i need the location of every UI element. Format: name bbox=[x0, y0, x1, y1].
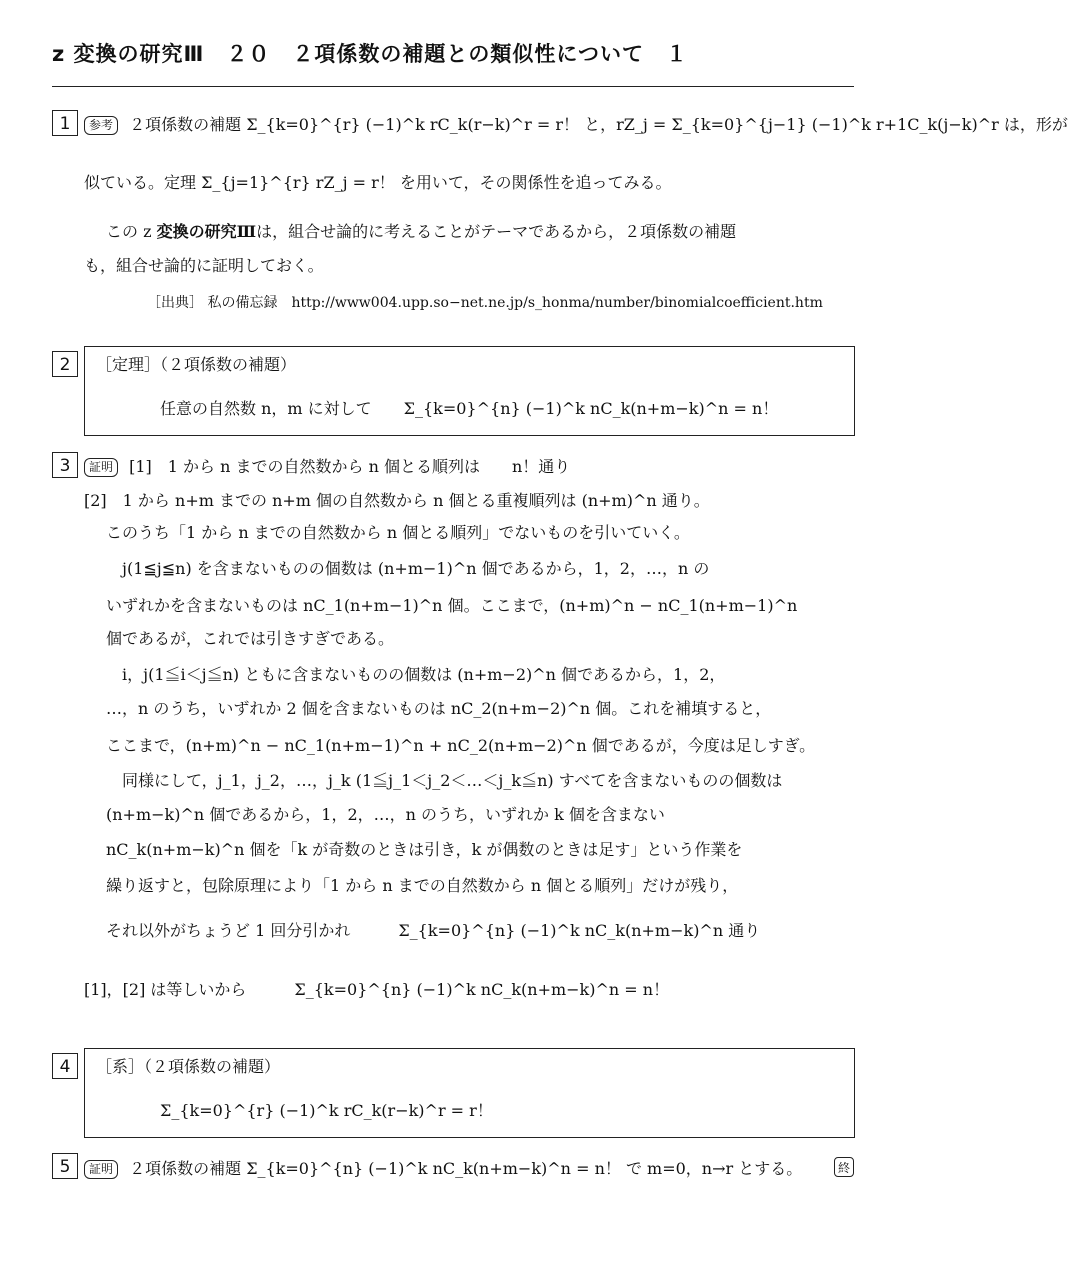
proof-l2: [2] 1 から n+m までの n+m 個の自然数から n 個とる重複順列は (n+m)^n 通り。 bbox=[84, 491, 710, 510]
proof-l7: i，j(1≦i＜j≦n) ともに含まないものの個数は (n+m−2)^n 個であるから，1，2， bbox=[122, 665, 726, 684]
sec1-line3-a: この z bbox=[106, 222, 157, 241]
proof-l14: それ以外がちょうど 1 回分引かれ Σ_{k=0}^{n} (−1)^k nC_k(n+m−k)^n 通り bbox=[106, 921, 761, 940]
proof-l11: (n+m−k)^n 個であるから，1，2，…，n のうち，いずれか k 個を含まない bbox=[106, 805, 665, 824]
sec1-line3 bbox=[106, 219, 736, 242]
sec1-line1: ２項係数の補題 Σ_{k=0}^{r} (−1)^k rC_k(r−k)^r = r！ と，rZ_j = Σ_{k=0}^{j−1} (−1)^k r+1C_k(j−k)^r は，形が bbox=[129, 115, 1068, 134]
proof-l1: [1] 1 から n までの自然数から n 個とる順列は n！通り bbox=[129, 457, 571, 476]
sec1-line3-c: は，組合せ論的に考えることがテーマであるから，２項係数の補題 bbox=[256, 222, 737, 241]
proof-l6: 個であるが，これでは引きすぎである。 bbox=[106, 629, 395, 648]
source-line bbox=[147, 292, 823, 312]
proof-tag: 証明 bbox=[84, 458, 118, 477]
title-rule bbox=[52, 86, 854, 87]
proof2-line bbox=[84, 1156, 802, 1179]
proof-l3: このうち「1 から n までの自然数から n 個とる順列」でないものを引いていく。 bbox=[106, 523, 690, 542]
corollary-body: Σ_{k=0}^{r} (−1)^k rC_k(r−k)^r = r！ bbox=[160, 1101, 493, 1120]
sec1-line3-bold: 変換の研究Ⅲ bbox=[156, 222, 257, 241]
theorem-heading: ［定理］（２項係数の補題） bbox=[96, 355, 297, 374]
proof2-body: ２項係数の補題 Σ_{k=0}^{n} (−1)^k nC_k(n+m−k)^n = n！ で m=0，n→r とする。 bbox=[129, 1159, 803, 1178]
theorem-body: 任意の自然数 n，m に対して Σ_{k=0}^{n} (−1)^k nC_k(n+m−k)^n = n！ bbox=[160, 399, 779, 418]
section-number-4: 4 bbox=[52, 1053, 78, 1079]
sec1-line4: も，組合せ論的に証明しておく。 bbox=[84, 256, 324, 275]
source-label: ［出典］ 私の備忘録 bbox=[147, 295, 278, 311]
proof2-tag: 証明 bbox=[84, 1160, 118, 1179]
section-number-5: 5 bbox=[52, 1153, 78, 1179]
proof-l5: いずれかを含まないものは nC_1(n+m−1)^n 個。ここまで，(n+m)^n − nC_1(n+m−1)^n bbox=[106, 596, 798, 615]
section-number-3: 3 bbox=[52, 452, 78, 478]
proof-l10: 同様にして，j_1，j_2，…，j_k (1≦j_1＜j_2＜…＜j_k≦n) すべてを含まないものの個数は bbox=[122, 771, 783, 790]
section-number-1: 1 bbox=[52, 110, 78, 136]
end-mark: 終 bbox=[834, 1157, 854, 1177]
proof-l12: nC_k(n+m−k)^n 個を「k が奇数のときは引き，k が偶数のときは足す」という作業を bbox=[106, 840, 743, 859]
proof-l4: j(1≦j≦n) を含まないものの個数は (n+m−1)^n 個であるから，1，2，…，n の bbox=[122, 559, 710, 578]
sec1-line2: 似ている。定理 Σ_{j=1}^{r} rZ_j = r！ を用いて，その関係性を追ってみる。 bbox=[84, 173, 672, 192]
page-title: z 変換の研究Ⅲ ２０ ２項係数の補題との類似性について １ bbox=[52, 42, 688, 66]
proof-l15: [1]，[2] は等しいから Σ_{k=0}^{n} (−1)^k nC_k(n+m−k)^n = n！ bbox=[84, 980, 670, 999]
proof-l9: ここまで，(n+m)^n − nC_1(n+m−1)^n + nC_2(n+m−2)^n 個であるが，今度は足しすぎ。 bbox=[106, 736, 816, 755]
proof-l8: …，n のうち，いずれか 2 個を含まないものは nC_2(n+m−2)^n 個。これを補填すると， bbox=[106, 699, 772, 718]
section-1-line-1 bbox=[84, 112, 1068, 135]
corollary-heading: ［系］（２項係数の補題） bbox=[96, 1057, 281, 1076]
source-url: http://www004.upp.so−net.ne.jp/s_honma/number/binomialcoefficient.htm bbox=[291, 295, 823, 311]
proof-line-1 bbox=[84, 454, 570, 477]
proof-l13: 繰り返すと，包除原理により「1 から n までの自然数から n 個とる順列」だけが残り， bbox=[106, 876, 739, 895]
reference-tag: 参考 bbox=[84, 116, 118, 135]
section-number-2: 2 bbox=[52, 351, 78, 377]
